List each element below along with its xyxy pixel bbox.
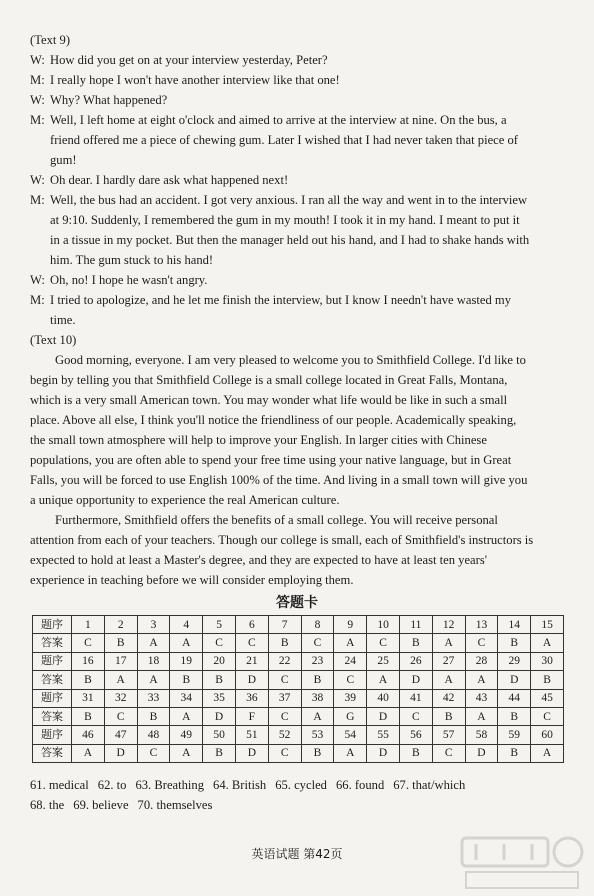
answer-cell: C — [465, 634, 498, 652]
dialogue-text: friend offered me a piece of chewing gum. Later I wished that I had never taken that piece of — [50, 133, 518, 147]
fill-in-answer: 64. British — [213, 778, 267, 792]
dialogue-text: him. The gum stuck to his hand! — [50, 253, 214, 267]
question-number-cell: 51 — [235, 726, 268, 744]
question-number-cell: 50 — [203, 726, 236, 744]
question-number-cell: 24 — [334, 652, 367, 670]
answer-cell: D — [104, 744, 137, 762]
dialogue-text: Oh, no! I hope he wasn't angry. — [50, 273, 208, 287]
question-number-cell: 30 — [531, 652, 564, 670]
question-number-cell: 5 — [203, 616, 236, 634]
question-number-cell: 12 — [432, 616, 465, 634]
question-number-cell: 15 — [531, 616, 564, 634]
question-number-cell: 14 — [498, 616, 531, 634]
answer-cell: B — [531, 671, 564, 689]
answer-cell: C — [235, 634, 268, 652]
question-number-cell: 45 — [531, 689, 564, 707]
question-number-cell: 25 — [367, 652, 400, 670]
question-number-cell: 41 — [399, 689, 432, 707]
answer-cell: A — [465, 707, 498, 725]
answer-cell: B — [432, 707, 465, 725]
question-number-cell: 7 — [268, 616, 301, 634]
answer-cell: G — [334, 707, 367, 725]
dialogue-line — [50, 130, 575, 150]
question-number-cell: 19 — [170, 652, 203, 670]
answer-cell: B — [498, 744, 531, 762]
question-number-cell: 4 — [170, 616, 203, 634]
fill-in-answer: 65. cycled — [275, 778, 327, 792]
fill-in-answer: 66. found — [335, 778, 385, 792]
question-number-cell: 34 — [170, 689, 203, 707]
answer-cell: A — [367, 671, 400, 689]
dialogue-line — [30, 270, 575, 290]
answer-cell: B — [203, 744, 236, 762]
question-number-cell: 6 — [235, 616, 268, 634]
question-number-cell: 33 — [137, 689, 170, 707]
speaker-label: M: — [30, 193, 45, 207]
row-header: 题序 — [33, 689, 72, 707]
dialogue-line — [30, 90, 575, 110]
dialogue-line — [50, 310, 575, 330]
question-number-cell: 1 — [72, 616, 105, 634]
answer-cell: C — [432, 744, 465, 762]
answer-cell: D — [465, 744, 498, 762]
watermark-logo — [456, 830, 586, 892]
speaker-label: M: — [30, 113, 45, 127]
question-number-cell: 13 — [465, 616, 498, 634]
answer-table — [32, 615, 564, 763]
answer-cell: A — [531, 744, 564, 762]
fill-in-answer: 61. medical — [30, 778, 89, 792]
dialogue-line — [50, 150, 575, 170]
row-header: 题序 — [33, 652, 72, 670]
question-number-cell: 21 — [235, 652, 268, 670]
answer-cell: B — [301, 671, 334, 689]
answer-cell: B — [203, 671, 236, 689]
answer-cell: D — [203, 707, 236, 725]
speaker-label: W: — [30, 53, 45, 67]
dialogue-line — [30, 170, 575, 190]
answer-cell: C — [367, 634, 400, 652]
row-header: 答案 — [33, 671, 72, 689]
dialogue-line — [30, 50, 575, 70]
question-number-cell: 49 — [170, 726, 203, 744]
dialogue-text: at 9:10. Suddenly, I remembered the gum in my mouth! I took it in my hand. I meant to put it — [50, 213, 520, 227]
dialogue-line — [50, 230, 575, 250]
dialogue-text: I tried to apologize, and he let me finish the interview, but I know I needn't have wasted my — [50, 293, 511, 307]
speaker-label: W: — [30, 273, 45, 287]
row-header: 答案 — [33, 634, 72, 652]
answer-cell: F — [235, 707, 268, 725]
answer-cell: C — [334, 671, 367, 689]
answer-cell: A — [301, 707, 334, 725]
row-header: 题序 — [33, 616, 72, 634]
answer-cell: A — [334, 634, 367, 652]
fill-in-line-2 — [30, 795, 221, 815]
answer-cell: B — [301, 744, 334, 762]
dialogue-text: Well, I left home at eight o'clock and aimed to arrive at the interview at nine. On the bus, a — [50, 113, 507, 127]
fill-in-answer: 62. to — [97, 778, 127, 792]
question-number-cell: 9 — [334, 616, 367, 634]
question-number-cell: 44 — [498, 689, 531, 707]
question-number-cell: 55 — [367, 726, 400, 744]
question-number-cell: 16 — [72, 652, 105, 670]
fill-in-answer: 69. believe — [73, 798, 129, 812]
answer-card-title: 答题卡 — [276, 595, 318, 611]
dialogue-text: I really hope I won't have another interview like that one! — [50, 73, 340, 87]
passage-line: begin by telling you that Smithfield College is a small college located in Great Falls, Montana, — [30, 373, 508, 387]
dialogue-line — [30, 70, 575, 90]
dialogue-line — [30, 110, 575, 130]
question-number-cell: 53 — [301, 726, 334, 744]
question-number-row — [33, 652, 564, 670]
passage-line: the small town atmosphere will help to improve your English. In larger cities with Chinese — [30, 433, 487, 447]
answer-cell: B — [137, 707, 170, 725]
answer-cell: B — [399, 634, 432, 652]
question-number-cell: 47 — [104, 726, 137, 744]
answer-cell: C — [399, 707, 432, 725]
passage-line: Furthermore, Smithfield offers the benefits of a small college. You will receive personal — [55, 513, 498, 527]
dialogue-text: in a tissue in my pocket. But then the manager held out his hand, and I had to shake hands with — [50, 233, 530, 247]
passage-line: which is a very small American town. You may wonder what life would be like in such a small — [30, 393, 508, 407]
fill-in-line-1 — [30, 775, 474, 795]
speaker-label: W: — [30, 93, 45, 107]
answer-cell: D — [235, 744, 268, 762]
question-number-cell: 3 — [137, 616, 170, 634]
answer-cell: A — [170, 744, 203, 762]
dialogue-line — [50, 250, 575, 270]
answer-cell: D — [498, 671, 531, 689]
question-number-cell: 54 — [334, 726, 367, 744]
answer-cell: A — [334, 744, 367, 762]
question-number-cell: 29 — [498, 652, 531, 670]
question-number-cell: 26 — [399, 652, 432, 670]
dialogue-text: Well, the bus had an accident. I got very anxious. I ran all the way and went in to the interview — [50, 193, 528, 207]
answer-row — [33, 707, 564, 725]
fill-in-answer: 68. the — [30, 798, 65, 812]
answer-cell: A — [72, 744, 105, 762]
passage-line: a unique opportunity to experience the real American culture. — [30, 493, 340, 507]
answer-cell: B — [498, 634, 531, 652]
answer-cell: A — [104, 671, 137, 689]
answer-cell: C — [531, 707, 564, 725]
question-number-cell: 27 — [432, 652, 465, 670]
question-number-cell: 40 — [367, 689, 400, 707]
question-number-cell: 20 — [203, 652, 236, 670]
answer-cell: C — [104, 707, 137, 725]
row-header: 答案 — [33, 707, 72, 725]
row-header: 题序 — [33, 726, 72, 744]
question-number-cell: 22 — [268, 652, 301, 670]
answer-cell: C — [72, 634, 105, 652]
question-number-cell: 28 — [465, 652, 498, 670]
question-number-row — [33, 616, 564, 634]
answer-cell: A — [137, 634, 170, 652]
answer-cell: A — [137, 671, 170, 689]
question-number-cell: 48 — [137, 726, 170, 744]
answer-cell: B — [498, 707, 531, 725]
answer-cell: A — [531, 634, 564, 652]
question-number-cell: 58 — [465, 726, 498, 744]
question-number-cell: 39 — [334, 689, 367, 707]
dialogue-line — [30, 290, 575, 310]
question-number-cell: 18 — [137, 652, 170, 670]
answer-cell: D — [367, 707, 400, 725]
dialogue-text: How did you get on at your interview yesterday, Peter? — [50, 53, 328, 67]
dialogue-text: Oh dear. I hardly dare ask what happened next! — [50, 173, 289, 187]
row-header: 答案 — [33, 744, 72, 762]
answer-cell: B — [170, 671, 203, 689]
answer-cell: C — [301, 634, 334, 652]
question-number-cell: 10 — [367, 616, 400, 634]
question-number-cell: 2 — [104, 616, 137, 634]
answer-cell: C — [203, 634, 236, 652]
speaker-label: W: — [30, 173, 45, 187]
answer-cell: A — [465, 671, 498, 689]
question-number-cell: 59 — [498, 726, 531, 744]
question-number-cell: 60 — [531, 726, 564, 744]
text10-heading: (Text 10) — [30, 333, 77, 347]
question-number-cell: 38 — [301, 689, 334, 707]
question-number-cell: 11 — [399, 616, 432, 634]
dialogue-line — [50, 210, 575, 230]
answer-cell: B — [399, 744, 432, 762]
answer-cell: A — [432, 671, 465, 689]
answer-cell: B — [72, 707, 105, 725]
dialogue-text: gum! — [50, 153, 77, 167]
answer-cell: A — [170, 707, 203, 725]
passage-line: attention from each of your teachers. Though our college is small, each of Smithfield's instructors is — [30, 533, 534, 547]
question-number-row — [33, 689, 564, 707]
speaker-label: M: — [30, 293, 45, 307]
question-number-cell: 46 — [72, 726, 105, 744]
question-number-row — [33, 726, 564, 744]
answer-cell: C — [268, 744, 301, 762]
question-number-cell: 37 — [268, 689, 301, 707]
answer-cell: A — [432, 634, 465, 652]
fill-in-answer: 70. themselves — [137, 798, 213, 812]
answer-cell: C — [137, 744, 170, 762]
answer-row — [33, 671, 564, 689]
passage-line: place. Above all else, I think you'll notice the friendliness of our people. Academically speaking, — [30, 413, 517, 427]
fill-in-answer: 63. Breathing — [135, 778, 205, 792]
question-number-cell: 36 — [235, 689, 268, 707]
passage-line: populations, you are often able to spend your free time using your native language, but in Great — [30, 453, 512, 467]
answer-cell: C — [268, 707, 301, 725]
answer-cell: B — [268, 634, 301, 652]
answer-cell: B — [104, 634, 137, 652]
answer-row — [33, 634, 564, 652]
answer-cell: A — [170, 634, 203, 652]
answer-cell: D — [399, 671, 432, 689]
question-number-cell: 35 — [203, 689, 236, 707]
question-number-cell: 17 — [104, 652, 137, 670]
question-number-cell: 56 — [399, 726, 432, 744]
dialogue-text: Why? What happened? — [50, 93, 168, 107]
speaker-label: M: — [30, 73, 45, 87]
answer-cell: D — [367, 744, 400, 762]
question-number-cell: 23 — [301, 652, 334, 670]
fill-in-answer: 67. that/which — [393, 778, 466, 792]
question-number-cell: 8 — [301, 616, 334, 634]
question-number-cell: 42 — [432, 689, 465, 707]
question-number-cell: 31 — [72, 689, 105, 707]
question-number-cell: 57 — [432, 726, 465, 744]
passage-line: Good morning, everyone. I am very pleased to welcome you to Smithfield College. I'd like to — [55, 353, 526, 367]
question-number-cell: 32 — [104, 689, 137, 707]
text9-heading: (Text 9) — [30, 33, 71, 47]
answer-cell: C — [268, 671, 301, 689]
passage-line: expected to hold at least a Master's degree, and they are expected to have at least ten years' — [30, 553, 488, 567]
question-number-cell: 52 — [268, 726, 301, 744]
question-number-cell: 43 — [465, 689, 498, 707]
page-footer: 英语试题 第42页 — [251, 847, 343, 861]
dialogue-text: time. — [50, 313, 76, 327]
answer-row — [33, 744, 564, 762]
passage-line: Falls, you will be forced to use English 100% of the time. And living in a small town will give you — [30, 473, 528, 487]
answer-cell: D — [235, 671, 268, 689]
answer-cell: B — [72, 671, 105, 689]
dialogue-line — [30, 190, 575, 210]
passage-line: experience in teaching before we will consider employing them. — [30, 573, 354, 587]
